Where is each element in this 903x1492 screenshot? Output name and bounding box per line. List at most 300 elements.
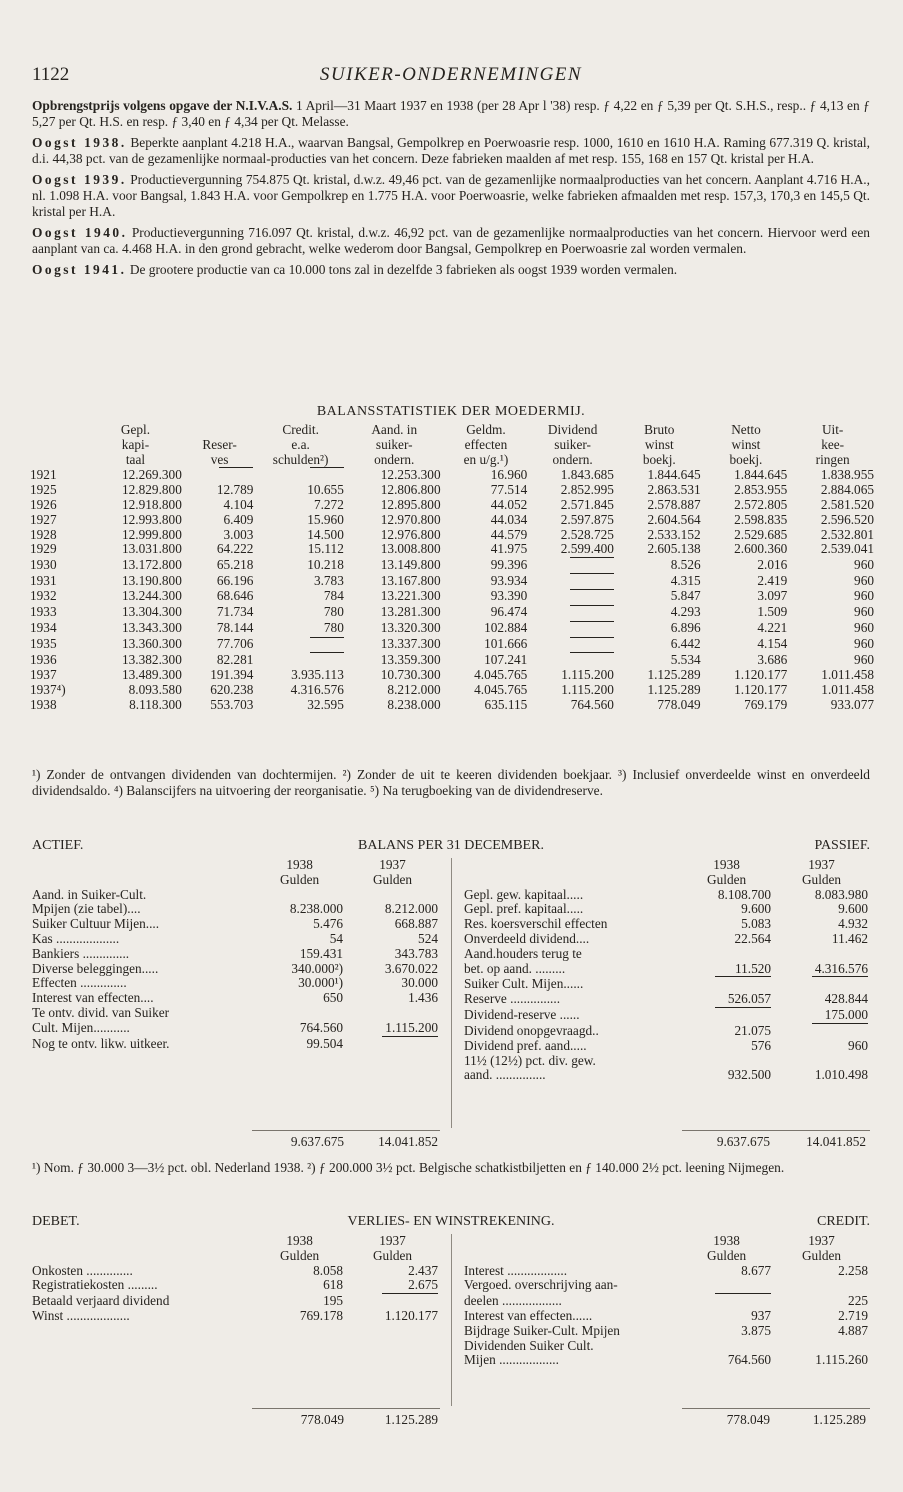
value-cell: 8.238.000 [387,696,441,712]
amount-cell: 195 [323,1293,344,1309]
value-cell: 960 [854,588,874,604]
value-cell: 2.884.065 [820,482,874,498]
value-cell: 2.539.041 [820,541,874,557]
value-cell: 960 [854,604,874,620]
dash-mark [715,976,771,992]
value-cell: 4.293 [670,604,701,620]
account-label: Diverse beleggingen..... [32,960,159,976]
stats-row [30,528,876,543]
column-header: winst [731,436,761,452]
stats-row [30,513,876,528]
account-label: Dividend-reserve ...... [464,1007,580,1023]
credit-table [462,1234,870,1368]
amount-cell: 960 [848,1037,868,1053]
dash-mark [812,976,868,992]
amount-cell: 159.431 [299,945,344,961]
year-header-row [30,858,440,873]
running-header [32,64,870,86]
value-cell: 784 [323,588,344,604]
value-cell: 1.125.289 [647,667,701,683]
dash-mark [570,557,614,573]
amount-cell: 8.212.000 [384,901,438,917]
actief-label: ACTIEF. [32,838,84,853]
year-1938: 1938 [713,1233,740,1248]
amount-cell: 769.178 [299,1308,344,1324]
amount-cell [773,976,870,992]
amount-cell: 4.932 [838,916,868,932]
value-cell: 12.976.800 [380,526,441,542]
account-label: 11½ (12½) pct. div. gew. [464,1052,596,1068]
account-label: Suiker Cult. Mijen...... [464,976,584,992]
account-row [462,1039,870,1054]
unit-header-row [462,873,870,888]
account-label: Onverdeeld dividend.... [464,930,590,946]
amount-cell: 2.258 [838,1262,868,1278]
balance-title: BALANS PER 31 DECEMBER. [358,838,544,853]
amount-cell [773,1278,870,1293]
value-cell: 99.396 [490,556,528,572]
value-cell: 32.595 [307,696,344,712]
amount-cell [773,1339,870,1354]
account-row [462,1007,870,1023]
column-header: Credit. [282,422,319,437]
column-header: boekj. [642,451,676,467]
year-cell: 1936 [30,651,57,667]
passief-label: PASSIEF. [814,838,870,853]
column-header: ondern. [552,451,593,467]
year-header-row [462,858,870,873]
value-cell: 960 [854,636,874,652]
amount-cell [680,1293,773,1309]
paragraph-body: Productievergunning 754.875 Qt. kristal, d.w.z. 49,46 pct. van de gezamenlijke normaalproducties van het concern. Aanplant 4.716 H.A., nl. 1.098 H.A. voor Bangsal, 1.843 H.A. voor Gempolkrep en 1.775 H.A. voor Poerwoasrie, welke fabrieken afmaalden met resp. 157,3, 170,3 en 145,5 Qt. kristal per H.A. [32,172,870,219]
value-cell: 12.999.800 [122,526,182,542]
value-cell: 1.844.645 [734,466,788,482]
account-label: deelen .................. [464,1293,562,1309]
value-cell: 3.097 [757,588,788,604]
account-label: Dividenden Suiker Cult. [464,1337,594,1353]
value-cell: 44.034 [490,511,528,527]
value-cell: 6.896 [670,620,701,636]
dash-mark [382,1036,438,1052]
value-cell: 780 [323,620,344,636]
debet-total-1937: 1.125.289 [384,1412,438,1427]
amount-cell [773,947,870,962]
account-row [30,1309,440,1324]
column-header: suiker- [554,436,591,452]
value-cell: 10.655 [307,482,344,498]
value-cell [255,637,345,653]
paragraph-body: De grootere productie van ca 10.000 tons zal in dezelfde 3 fabrieken als oogst 1939 worden vermalen. [126,262,678,278]
column-header: Uit- [821,422,844,437]
account-row [462,1264,870,1279]
value-cell: 2.528.725 [560,526,614,542]
unit-header-row [30,1249,440,1264]
account-row [30,1278,440,1293]
value-cell: 2.572.805 [734,497,788,513]
account-row [462,888,870,903]
account-row [462,992,870,1007]
year-1938: 1938 [713,857,740,872]
amount-cell: 8.083.980 [814,886,868,902]
value-cell: 96.474 [490,604,528,620]
value-cell: 1.120.177 [734,682,788,698]
stats-row [30,668,876,683]
account-label: Res. koersverschil effecten [464,916,608,932]
account-label: Onkosten .............. [32,1262,133,1278]
amount-cell: 8.108.700 [717,886,772,902]
value-cell: 4.315 [670,572,701,588]
value-cell: 65.218 [216,556,254,572]
value-cell: 4.316.576 [290,682,344,698]
account-label: Dividend pref. aand..... [464,1037,587,1053]
stats-row [30,652,876,668]
paragraph-harvest-1940 [32,225,870,256]
value-cell: 2.605.138 [647,541,701,557]
value-cell: 1.120.177 [734,667,788,683]
dash-mark [310,652,344,668]
account-row [30,917,440,932]
account-label: Mpijen (zie tabel).... [32,901,141,917]
account-label: Gepl. gew. kapitaal..... [464,886,584,902]
column-header: suiker- [375,436,413,452]
account-row [30,888,440,903]
value-cell [529,557,616,573]
account-label: Interest .................. [464,1262,568,1278]
amount-cell: 764.560 [727,1352,772,1368]
value-cell: 2.581.520 [820,497,874,513]
amount-cell: 1.010.498 [814,1067,868,1083]
account-label: Suiker Cultuur Mijen.... [32,916,160,932]
column-header: boekj. [729,451,763,467]
amount-cell [680,1339,773,1354]
column-header: winst [644,436,674,452]
paragraph-lead: Oogst 1939. [32,172,127,188]
value-cell: 2.532.801 [820,526,874,542]
value-cell: 44.052 [490,497,528,513]
total-rule [252,1408,440,1409]
amount-cell [680,1278,773,1293]
value-cell: 6.409 [223,511,254,527]
actief-table [30,858,440,1051]
year-cell: 1921 [30,466,57,482]
account-label: Aand.houders terug te [464,945,582,961]
amount-cell: 225 [848,1293,868,1309]
amount-cell: 3.875 [741,1322,772,1338]
year-header [30,438,87,453]
value-cell: 1.125.289 [647,682,701,698]
amount-cell: 30.000¹) [298,975,344,991]
value-cell: 10.730.300 [380,667,441,683]
value-cell: 8.212.000 [387,682,441,698]
year-1937: 1937 [379,1233,406,1248]
value-cell: 2.529.685 [734,526,788,542]
amount-cell: 8.058 [313,1262,344,1278]
value-cell: 2.599.400 [560,541,614,557]
value-cell: 12.829.800 [122,482,182,498]
amount-cell [680,976,773,992]
year-1937: 1937 [808,1233,835,1248]
amount-cell: 576 [751,1037,772,1053]
amount-cell: 618 [323,1277,344,1293]
amount-cell: 650 [323,990,344,1006]
account-row [462,1068,870,1083]
value-cell: 1.115.200 [561,667,614,683]
stats-header-row [30,453,876,468]
value-cell: 107.241 [484,651,528,667]
balance-statistics-table [30,423,876,713]
value-cell: 1.838.955 [820,466,874,482]
value-cell: 778.049 [657,696,701,712]
passief-total-1937: 14.041.852 [806,1134,866,1149]
amount-cell: 11.520 [734,960,772,976]
balance-heading [32,838,870,854]
value-cell: 191.394 [210,667,254,683]
value-cell: 93.390 [490,588,528,604]
account-row [30,902,440,917]
dash-mark [570,621,614,637]
value-cell: 1.509 [757,604,788,620]
year-header [30,423,87,438]
year-1937: 1937 [808,857,835,872]
amount-cell: 340.000²) [291,960,344,976]
total-rule [682,1130,870,1131]
paragraph-harvest-1939 [32,172,870,219]
value-cell: 769.179 [744,696,788,712]
value-cell: 3.003 [223,526,254,542]
unit-label: Gulden [280,871,320,887]
account-row [462,976,870,992]
amount-cell: 175.000 [824,1007,868,1023]
amount-cell: 1.115.260 [815,1352,868,1368]
credit-label: CREDIT. [816,1214,870,1229]
amount-cell [345,1293,440,1309]
column-header: en u/g.¹) [463,451,509,467]
amount-cell: 932.500 [727,1067,772,1083]
amount-cell: 937 [751,1308,772,1324]
dash-mark [715,1293,771,1309]
value-cell: 1.844.645 [647,466,701,482]
value-cell: 13.320.300 [380,620,441,636]
account-label: Kas ................... [32,930,120,946]
value-cell [529,621,616,637]
account-label: Gepl. pref. kapitaal..... [464,901,584,917]
amount-cell: 21.075 [734,1022,772,1038]
value-cell: 2.016 [757,556,788,572]
value-cell: 12.806.800 [380,482,441,498]
amount-cell: 5.476 [313,916,344,932]
column-header: Reser- [202,436,237,452]
value-cell: 13.190.800 [122,572,182,588]
value-cell: 3.783 [313,572,344,588]
account-label: Registratiekosten ......... [32,1277,158,1293]
paragraph-harvest-1941 [32,262,870,278]
value-cell: 4.221 [757,620,788,636]
account-row [462,1353,870,1368]
amount-cell [345,1036,440,1052]
value-cell: 13.172.800 [122,556,182,572]
dash-mark [310,467,344,483]
value-cell: 4.045.765 [474,682,528,698]
value-cell: 764.560 [570,696,614,712]
credit-total-1937: 1.125.289 [812,1412,866,1427]
value-cell: 960 [854,572,874,588]
value-cell: 2.863.531 [647,482,701,498]
value-cell: 64.222 [216,541,254,557]
value-cell [255,467,345,483]
value-cell: 635.115 [484,696,528,712]
year-header-row [30,1234,440,1249]
pl-divider [451,1234,452,1406]
value-cell: 3.686 [757,651,788,667]
value-cell: 8.526 [670,556,701,572]
value-cell: 960 [854,620,874,636]
account-row [30,991,440,1006]
paragraph-harvest-1938 [32,135,870,166]
balance-divider [451,858,452,1128]
value-cell [529,652,616,668]
page-number: 1122 [32,64,70,85]
year-cell: 1927 [30,511,57,527]
value-cell: 1.843.685 [560,466,614,482]
balance-footnotes: ¹) Nom. ƒ 30.000 3—3½ pct. obl. Nederland 1938. ²) ƒ 200.000 3½ pct. Belgische schatkistbiljetten en ƒ 140.000 2½ pct. leening Nijmegen. [32,1160,785,1175]
amount-cell [680,947,773,962]
account-row [462,932,870,947]
paragraph-lead: Opbrengstprijs volgens opgave der N.I.V.A.S. [32,98,293,113]
value-cell: 13.008.800 [380,541,441,557]
amount-cell: 22.564 [734,930,772,946]
value-cell: 2.578.887 [647,497,701,513]
value-cell: 13.489.300 [122,667,182,683]
amount-cell: 428.844 [824,991,868,1007]
value-cell: 4.045.765 [474,667,528,683]
account-label: Interest van effecten...... [464,1308,593,1324]
value-cell: 14.500 [307,526,344,542]
year-1938: 1938 [286,1233,313,1248]
value-cell: 13.221.300 [380,588,441,604]
value-cell: 82.281 [216,651,254,667]
value-cell: 13.244.300 [122,588,182,604]
year-cell: 1925 [30,482,57,498]
account-label: Cult. Mijen........... [32,1019,130,1035]
amount-cell: 1.115.200 [385,1019,438,1035]
stats-body [30,467,876,712]
year-cell: 1935 [30,636,57,652]
stats-header-row [30,438,876,453]
amount-cell [773,1023,870,1039]
running-title: SUIKER-ONDERNEMINGEN [319,64,583,85]
paragraph-body: 1 April—31 Maart 1937 en 1938 (per 28 Apr l '38) resp. ƒ 4,22 en ƒ 5,39 per Qt. S.H.S., resp.. ƒ 4,13 en ƒ 5,27 per Qt. H.S. en resp. ƒ 3,40 en ƒ 4,34 per Qt. Melasse. [32,98,870,129]
column-header: ves [210,451,229,467]
year-cell: 1933 [30,604,57,620]
amount-cell: 764.560 [299,1019,344,1035]
account-row [30,932,440,947]
account-row [30,1036,440,1052]
unit-label: Gulden [372,1247,413,1263]
amount-cell: 2.719 [838,1308,868,1324]
dash-mark [570,589,614,605]
year-cell: 1937 [30,667,57,683]
account-row [462,902,870,917]
column-header: effecten [464,436,508,452]
value-cell: 13.031.800 [122,541,182,557]
amount-cell: 668.887 [394,916,438,932]
value-cell [529,605,616,621]
value-cell: 2.597.875 [560,511,614,527]
amount-cell: 524 [418,930,438,946]
amount-cell: 1.436 [408,990,438,1006]
account-row [462,1023,870,1039]
value-cell: 8.118.300 [129,696,182,712]
account-row [30,1264,440,1279]
account-label: aand. ............... [464,1067,546,1083]
stats-row [30,483,876,498]
account-row [462,1324,870,1339]
year-cell: 1926 [30,497,57,513]
dash-mark [570,637,614,653]
account-row [462,1278,870,1293]
column-header: Dividend [547,422,598,437]
pl-title: VERLIES- EN WINSTREKENING. [347,1214,555,1229]
stats-header-row [30,423,876,438]
stats-title: BALANSSTATISTIEK DER MOEDERMIJ. [316,404,586,419]
unit-header-row [30,873,440,888]
debet-table [30,1234,440,1324]
value-cell: 15.960 [307,511,344,527]
account-label: Betaald verjaard dividend [32,1293,170,1309]
stats-header [30,423,876,467]
year-1937: 1937 [379,857,406,872]
dash-mark [570,652,614,668]
value-cell: 780 [323,604,344,620]
amount-cell: 30.000 [401,975,438,991]
stats-row [30,557,876,573]
amount-cell: 5.083 [741,916,772,932]
account-label: Aand. in Suiker-Cult. [32,886,147,902]
account-label: Reserve ............... [464,991,561,1007]
unit-label: Gulden [707,871,747,887]
column-header: kee- [821,436,845,452]
value-cell: 5.847 [670,588,701,604]
value-cell: 2.852.995 [560,482,614,498]
year-1938: 1938 [286,857,313,872]
paragraph-lead: Oogst 1941. [32,262,127,278]
value-cell: 7.272 [313,497,344,513]
account-label: Nog te ontv. likw. uitkeer. [32,1035,170,1051]
value-cell [529,573,616,589]
value-cell: 2.598.835 [734,511,788,527]
year-cell: 1937⁴) [30,682,66,698]
year-cell: 1929 [30,541,57,557]
column-header: e.a. [291,436,310,452]
account-label: Effecten .............. [32,975,127,991]
stats-row [30,498,876,513]
amount-cell: 343.783 [394,945,438,961]
value-cell: 71.734 [216,604,254,620]
actief-total-1938: 9.637.675 [290,1134,344,1149]
amount-cell: 3.670.022 [384,960,438,976]
value-cell: 13.359.300 [380,651,441,667]
value-cell: 16.960 [490,466,528,482]
value-cell: 2.533.152 [647,526,701,542]
stats-row [30,467,876,483]
account-row [462,917,870,932]
column-header: schulden²) [272,451,329,467]
column-header: Gepl. [120,422,151,437]
value-cell: 15.112 [307,541,344,557]
amount-cell [680,1054,773,1069]
passief-total-1938: 9.637.675 [716,1134,770,1149]
unit-header-row [462,1249,870,1264]
